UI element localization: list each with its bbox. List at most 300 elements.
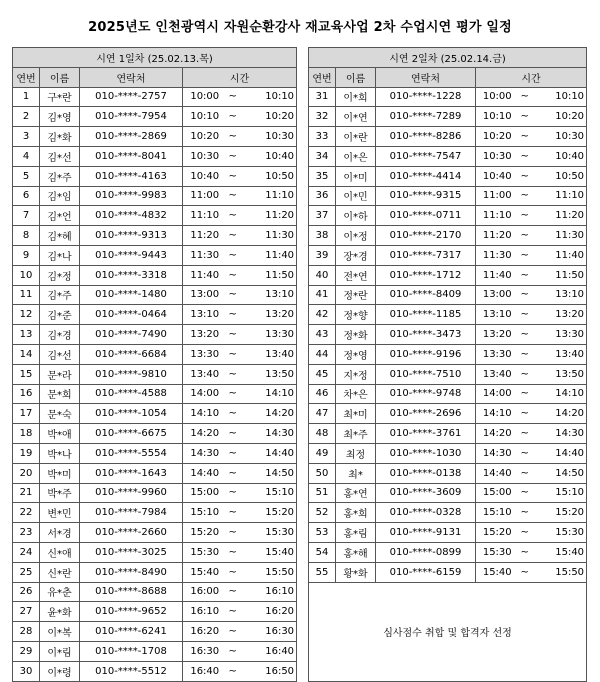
- table-row: [309, 325, 587, 345]
- row-phone: 010-****-9131: [376, 523, 476, 543]
- row-time-separator: ~: [519, 463, 533, 483]
- row-end-time: 10:50: [533, 166, 587, 186]
- row-number: 5: [13, 166, 40, 186]
- row-name: 서*경: [40, 523, 80, 543]
- row-phone: 010-****-9748: [376, 384, 476, 404]
- row-number: 21: [13, 483, 40, 503]
- row-time-separator: ~: [227, 404, 241, 424]
- row-start-time: 14:30: [183, 443, 227, 463]
- row-phone: 010-****-7984: [80, 503, 183, 523]
- table-row: [13, 344, 297, 364]
- row-number: 55: [309, 562, 336, 582]
- table-row: [309, 206, 587, 226]
- row-name: 전*연: [336, 265, 376, 285]
- row-start-time: 14:10: [476, 404, 519, 424]
- row-phone: 010-****-9810: [80, 364, 183, 384]
- row-start-time: 10:30: [476, 146, 519, 166]
- row-phone: 010-****-2660: [80, 523, 183, 543]
- row-start-time: 10:00: [183, 87, 227, 107]
- table-row: [13, 226, 297, 246]
- row-end-time: 14:40: [241, 443, 297, 463]
- row-number: 30: [13, 661, 40, 681]
- day1-schedule-table: [12, 47, 297, 682]
- row-number: 7: [13, 206, 40, 226]
- row-end-time: 16:30: [241, 622, 297, 642]
- table-row: [309, 166, 587, 186]
- row-name: 박*나: [40, 443, 80, 463]
- row-end-time: 15:20: [241, 503, 297, 523]
- row-time-separator: ~: [227, 523, 241, 543]
- row-time-separator: ~: [519, 206, 533, 226]
- row-end-time: 13:40: [533, 344, 587, 364]
- row-number: 27: [13, 602, 40, 622]
- row-time-separator: ~: [519, 127, 533, 147]
- row-start-time: 10:40: [183, 166, 227, 186]
- row-time-separator: ~: [227, 325, 241, 345]
- row-start-time: 14:40: [476, 463, 519, 483]
- table-row: [13, 424, 297, 444]
- row-start-time: 11:20: [183, 226, 227, 246]
- row-phone: 010-****-9443: [80, 245, 183, 265]
- row-number: 20: [13, 463, 40, 483]
- row-end-time: 10:30: [533, 127, 587, 147]
- row-start-time: 16:40: [183, 661, 227, 681]
- row-name: 홍*해: [336, 542, 376, 562]
- table-row: [13, 107, 297, 127]
- row-name: 김*임: [40, 186, 80, 206]
- row-name: 홍*림: [336, 523, 376, 543]
- row-name: 김*주: [40, 166, 80, 186]
- row-name: 이*복: [40, 622, 80, 642]
- row-name: 문*라: [40, 364, 80, 384]
- row-time-separator: ~: [519, 146, 533, 166]
- day2-header: 시연 2일차 (25.02.14.금): [309, 48, 587, 68]
- row-phone: 010-****-3318: [80, 265, 183, 285]
- row-time-separator: ~: [227, 503, 241, 523]
- row-start-time: 15:30: [183, 542, 227, 562]
- row-name: 박*미: [40, 463, 80, 483]
- row-end-time: 13:20: [241, 305, 297, 325]
- row-name: 김*영: [40, 107, 80, 127]
- row-time-separator: ~: [519, 384, 533, 404]
- row-phone: 010-****-2757: [80, 87, 183, 107]
- row-number: 40: [309, 265, 336, 285]
- row-end-time: 13:30: [533, 325, 587, 345]
- row-number: 45: [309, 364, 336, 384]
- row-name: 장*경: [336, 245, 376, 265]
- row-start-time: 10:10: [183, 107, 227, 127]
- row-end-time: 11:50: [241, 265, 297, 285]
- row-end-time: 13:30: [241, 325, 297, 345]
- row-number: 28: [13, 622, 40, 642]
- row-end-time: 11:10: [241, 186, 297, 206]
- table-row: [309, 483, 587, 503]
- row-end-time: 11:50: [533, 265, 587, 285]
- row-time-separator: ~: [227, 424, 241, 444]
- row-start-time: 11:20: [476, 226, 519, 246]
- table-row: [13, 483, 297, 503]
- table-row: [13, 523, 297, 543]
- row-end-time: 14:30: [533, 424, 587, 444]
- row-start-time: 10:00: [476, 87, 519, 107]
- row-name: 황*화: [336, 562, 376, 582]
- footer-note-row: [309, 582, 587, 681]
- row-end-time: 15:10: [241, 483, 297, 503]
- row-number: 37: [309, 206, 336, 226]
- row-time-separator: ~: [519, 483, 533, 503]
- row-number: 4: [13, 146, 40, 166]
- row-time-separator: ~: [519, 424, 533, 444]
- row-name: 이*정: [336, 226, 376, 246]
- table-row: [13, 443, 297, 463]
- row-start-time: 14:20: [183, 424, 227, 444]
- row-number: 1: [13, 87, 40, 107]
- row-end-time: 13:50: [533, 364, 587, 384]
- table-row: [13, 186, 297, 206]
- col-header-time: 시간: [476, 67, 587, 87]
- row-phone: 010-****-2170: [376, 226, 476, 246]
- row-start-time: 11:30: [476, 245, 519, 265]
- col-header-no: 연번: [13, 67, 40, 87]
- row-start-time: 11:40: [476, 265, 519, 285]
- row-name: 이*희: [336, 87, 376, 107]
- row-number: 26: [13, 582, 40, 602]
- row-number: 47: [309, 404, 336, 424]
- row-number: 34: [309, 146, 336, 166]
- row-time-separator: ~: [227, 602, 241, 622]
- row-end-time: 14:20: [533, 404, 587, 424]
- row-name: 김*경: [40, 325, 80, 345]
- row-start-time: 11:00: [183, 186, 227, 206]
- table-row: [13, 582, 297, 602]
- row-number: 16: [13, 384, 40, 404]
- row-number: 52: [309, 503, 336, 523]
- row-name: 신*애: [40, 542, 80, 562]
- table-row: [309, 523, 587, 543]
- row-number: 35: [309, 166, 336, 186]
- row-end-time: 10:20: [241, 107, 297, 127]
- col-header-name: 이름: [40, 67, 80, 87]
- row-name: 김*주: [40, 285, 80, 305]
- row-phone: 010-****-9315: [376, 186, 476, 206]
- row-end-time: 14:30: [241, 424, 297, 444]
- table-row: [309, 384, 587, 404]
- table-row: [13, 127, 297, 147]
- row-phone: 010-****-4588: [80, 384, 183, 404]
- row-end-time: 10:50: [241, 166, 297, 186]
- row-number: 10: [13, 265, 40, 285]
- row-number: 54: [309, 542, 336, 562]
- row-start-time: 14:10: [183, 404, 227, 424]
- table-row: [309, 404, 587, 424]
- row-start-time: 13:30: [183, 344, 227, 364]
- row-start-time: 14:40: [183, 463, 227, 483]
- row-phone: 010-****-4414: [376, 166, 476, 186]
- row-start-time: 15:40: [476, 562, 519, 582]
- row-start-time: 14:30: [476, 443, 519, 463]
- row-number: 15: [13, 364, 40, 384]
- row-start-time: 16:10: [183, 602, 227, 622]
- row-time-separator: ~: [227, 87, 241, 107]
- table-row: [13, 503, 297, 523]
- row-start-time: 15:00: [476, 483, 519, 503]
- row-time-separator: ~: [519, 523, 533, 543]
- row-time-separator: ~: [519, 404, 533, 424]
- row-phone: 010-****-8041: [80, 146, 183, 166]
- row-time-separator: ~: [519, 87, 533, 107]
- row-start-time: 11:10: [183, 206, 227, 226]
- row-number: 12: [13, 305, 40, 325]
- row-phone: 010-****-9313: [80, 226, 183, 246]
- row-time-separator: ~: [227, 661, 241, 681]
- row-time-separator: ~: [227, 443, 241, 463]
- row-start-time: 11:00: [476, 186, 519, 206]
- row-phone: 010-****-6675: [80, 424, 183, 444]
- col-header-no: 연번: [309, 67, 336, 87]
- row-name: 문*숙: [40, 404, 80, 424]
- row-number: 50: [309, 463, 336, 483]
- row-time-separator: ~: [227, 146, 241, 166]
- table-row: [13, 562, 297, 582]
- row-time-separator: ~: [519, 226, 533, 246]
- row-end-time: 15:30: [533, 523, 587, 543]
- row-phone: 010-****-6241: [80, 622, 183, 642]
- table-row: [13, 245, 297, 265]
- row-number: 51: [309, 483, 336, 503]
- row-end-time: 11:40: [241, 245, 297, 265]
- row-start-time: 15:10: [476, 503, 519, 523]
- table-row: [13, 641, 297, 661]
- row-end-time: 13:20: [533, 305, 587, 325]
- row-end-time: 13:50: [241, 364, 297, 384]
- row-start-time: 14:00: [183, 384, 227, 404]
- row-number: 36: [309, 186, 336, 206]
- row-end-time: 14:50: [241, 463, 297, 483]
- row-number: 18: [13, 424, 40, 444]
- row-number: 44: [309, 344, 336, 364]
- row-start-time: 10:30: [183, 146, 227, 166]
- table-row: [309, 107, 587, 127]
- row-name: 김*선: [40, 344, 80, 364]
- table-row: [13, 206, 297, 226]
- row-end-time: 13:10: [241, 285, 297, 305]
- row-number: 9: [13, 245, 40, 265]
- row-start-time: 15:20: [476, 523, 519, 543]
- table-row: [309, 443, 587, 463]
- row-start-time: 13:10: [183, 305, 227, 325]
- row-start-time: 10:40: [476, 166, 519, 186]
- row-time-separator: ~: [227, 107, 241, 127]
- row-name: 홍*연: [336, 483, 376, 503]
- row-end-time: 14:10: [241, 384, 297, 404]
- row-time-separator: ~: [519, 562, 533, 582]
- table-row: [309, 305, 587, 325]
- table-row: [13, 146, 297, 166]
- row-time-separator: ~: [519, 265, 533, 285]
- row-start-time: 15:00: [183, 483, 227, 503]
- table-row: [13, 404, 297, 424]
- row-number: 43: [309, 325, 336, 345]
- row-phone: 010-****-0711: [376, 206, 476, 226]
- table-row: [13, 305, 297, 325]
- row-name: 구*란: [40, 87, 80, 107]
- row-number: 25: [13, 562, 40, 582]
- row-number: 8: [13, 226, 40, 246]
- row-end-time: 15:50: [241, 562, 297, 582]
- page-title: 2025년도 인천광역시 자원순환강사 재교육사업 2차 수업시연 평가 일정: [88, 20, 512, 35]
- row-phone: 010-****-9960: [80, 483, 183, 503]
- row-name: 문*희: [40, 384, 80, 404]
- table-row: [13, 661, 297, 681]
- row-time-separator: ~: [519, 542, 533, 562]
- row-number: 53: [309, 523, 336, 543]
- row-time-separator: ~: [519, 186, 533, 206]
- row-name: 이*란: [336, 127, 376, 147]
- row-start-time: 15:10: [183, 503, 227, 523]
- row-phone: 010-****-1712: [376, 265, 476, 285]
- row-phone: 010-****-5512: [80, 661, 183, 681]
- table-row: [13, 542, 297, 562]
- row-name: 김*화: [40, 127, 80, 147]
- row-number: 31: [309, 87, 336, 107]
- row-end-time: 11:30: [533, 226, 587, 246]
- row-end-time: 15:30: [241, 523, 297, 543]
- row-end-time: 11:10: [533, 186, 587, 206]
- table-row: [309, 503, 587, 523]
- row-phone: 010-****-8688: [80, 582, 183, 602]
- col-header-contact: 연락처: [80, 67, 183, 87]
- table-row: [13, 463, 297, 483]
- table-row: [309, 186, 587, 206]
- row-phone: 010-****-8490: [80, 562, 183, 582]
- row-time-separator: ~: [519, 364, 533, 384]
- row-end-time: 15:40: [533, 542, 587, 562]
- row-phone: 010-****-7510: [376, 364, 476, 384]
- row-end-time: 14:10: [533, 384, 587, 404]
- row-name: 이*령: [40, 661, 80, 681]
- row-name: 김*혜: [40, 226, 80, 246]
- row-start-time: 13:20: [476, 325, 519, 345]
- row-phone: 010-****-7289: [376, 107, 476, 127]
- row-start-time: 14:00: [476, 384, 519, 404]
- row-end-time: 13:10: [533, 285, 587, 305]
- row-number: 19: [13, 443, 40, 463]
- row-end-time: 11:20: [241, 206, 297, 226]
- row-time-separator: ~: [227, 562, 241, 582]
- row-name: 차*은: [336, 384, 376, 404]
- row-start-time: 15:30: [476, 542, 519, 562]
- row-name: 최정: [336, 443, 376, 463]
- row-name: 이*민: [336, 186, 376, 206]
- table-row: [309, 542, 587, 562]
- row-time-separator: ~: [227, 305, 241, 325]
- row-end-time: 13:40: [241, 344, 297, 364]
- row-end-time: 14:50: [533, 463, 587, 483]
- row-time-separator: ~: [227, 582, 241, 602]
- row-phone: 010-****-6684: [80, 344, 183, 364]
- row-phone: 010-****-0464: [80, 305, 183, 325]
- row-end-time: 10:40: [533, 146, 587, 166]
- row-phone: 010-****-3761: [376, 424, 476, 444]
- row-end-time: 11:40: [533, 245, 587, 265]
- table-row: [13, 364, 297, 384]
- row-phone: 010-****-4832: [80, 206, 183, 226]
- row-phone: 010-****-0328: [376, 503, 476, 523]
- table-row: [13, 87, 297, 107]
- row-time-separator: ~: [227, 245, 241, 265]
- row-time-separator: ~: [227, 265, 241, 285]
- row-name: 유*춘: [40, 582, 80, 602]
- row-time-separator: ~: [227, 384, 241, 404]
- row-start-time: 13:40: [476, 364, 519, 384]
- row-time-separator: ~: [227, 186, 241, 206]
- row-time-separator: ~: [519, 305, 533, 325]
- row-number: 2: [13, 107, 40, 127]
- row-start-time: 13:40: [183, 364, 227, 384]
- row-number: 39: [309, 245, 336, 265]
- row-number: 24: [13, 542, 40, 562]
- row-end-time: 10:10: [241, 87, 297, 107]
- row-end-time: 11:30: [241, 226, 297, 246]
- row-start-time: 11:30: [183, 245, 227, 265]
- row-name: 박*애: [40, 424, 80, 444]
- table-row: [13, 166, 297, 186]
- row-start-time: 10:20: [183, 127, 227, 147]
- row-number: 6: [13, 186, 40, 206]
- row-number: 29: [13, 641, 40, 661]
- row-number: 49: [309, 443, 336, 463]
- row-start-time: 13:00: [476, 285, 519, 305]
- row-name: 윤*화: [40, 602, 80, 622]
- row-number: 11: [13, 285, 40, 305]
- row-number: 41: [309, 285, 336, 305]
- row-time-separator: ~: [227, 127, 241, 147]
- table-row: [309, 245, 587, 265]
- row-phone: 010-****-9983: [80, 186, 183, 206]
- table-row: [309, 364, 587, 384]
- row-name: 최*주: [336, 424, 376, 444]
- table-row: [309, 265, 587, 285]
- row-name: 정*영: [336, 344, 376, 364]
- row-number: 17: [13, 404, 40, 424]
- row-phone: 010-****-1030: [376, 443, 476, 463]
- row-number: 22: [13, 503, 40, 523]
- row-end-time: 15:50: [533, 562, 587, 582]
- row-time-separator: ~: [227, 463, 241, 483]
- col-header-name: 이름: [336, 67, 376, 87]
- row-end-time: 14:40: [533, 443, 587, 463]
- table-row: [309, 87, 587, 107]
- row-name: 변*민: [40, 503, 80, 523]
- row-name: 이*미: [336, 166, 376, 186]
- row-start-time: 10:20: [476, 127, 519, 147]
- row-time-separator: ~: [519, 285, 533, 305]
- row-time-separator: ~: [227, 226, 241, 246]
- row-start-time: 14:20: [476, 424, 519, 444]
- row-name: 김*언: [40, 206, 80, 226]
- row-phone: 010-****-1643: [80, 463, 183, 483]
- footer-note: 심사점수 취합 및 합격자 선정: [309, 582, 587, 681]
- row-start-time: 13:00: [183, 285, 227, 305]
- table-row: [13, 265, 297, 285]
- row-start-time: 13:10: [476, 305, 519, 325]
- row-number: 3: [13, 127, 40, 147]
- table-row: [309, 285, 587, 305]
- row-name: 최*: [336, 463, 376, 483]
- row-end-time: 11:20: [533, 206, 587, 226]
- row-end-time: 16:10: [241, 582, 297, 602]
- table-row: [13, 285, 297, 305]
